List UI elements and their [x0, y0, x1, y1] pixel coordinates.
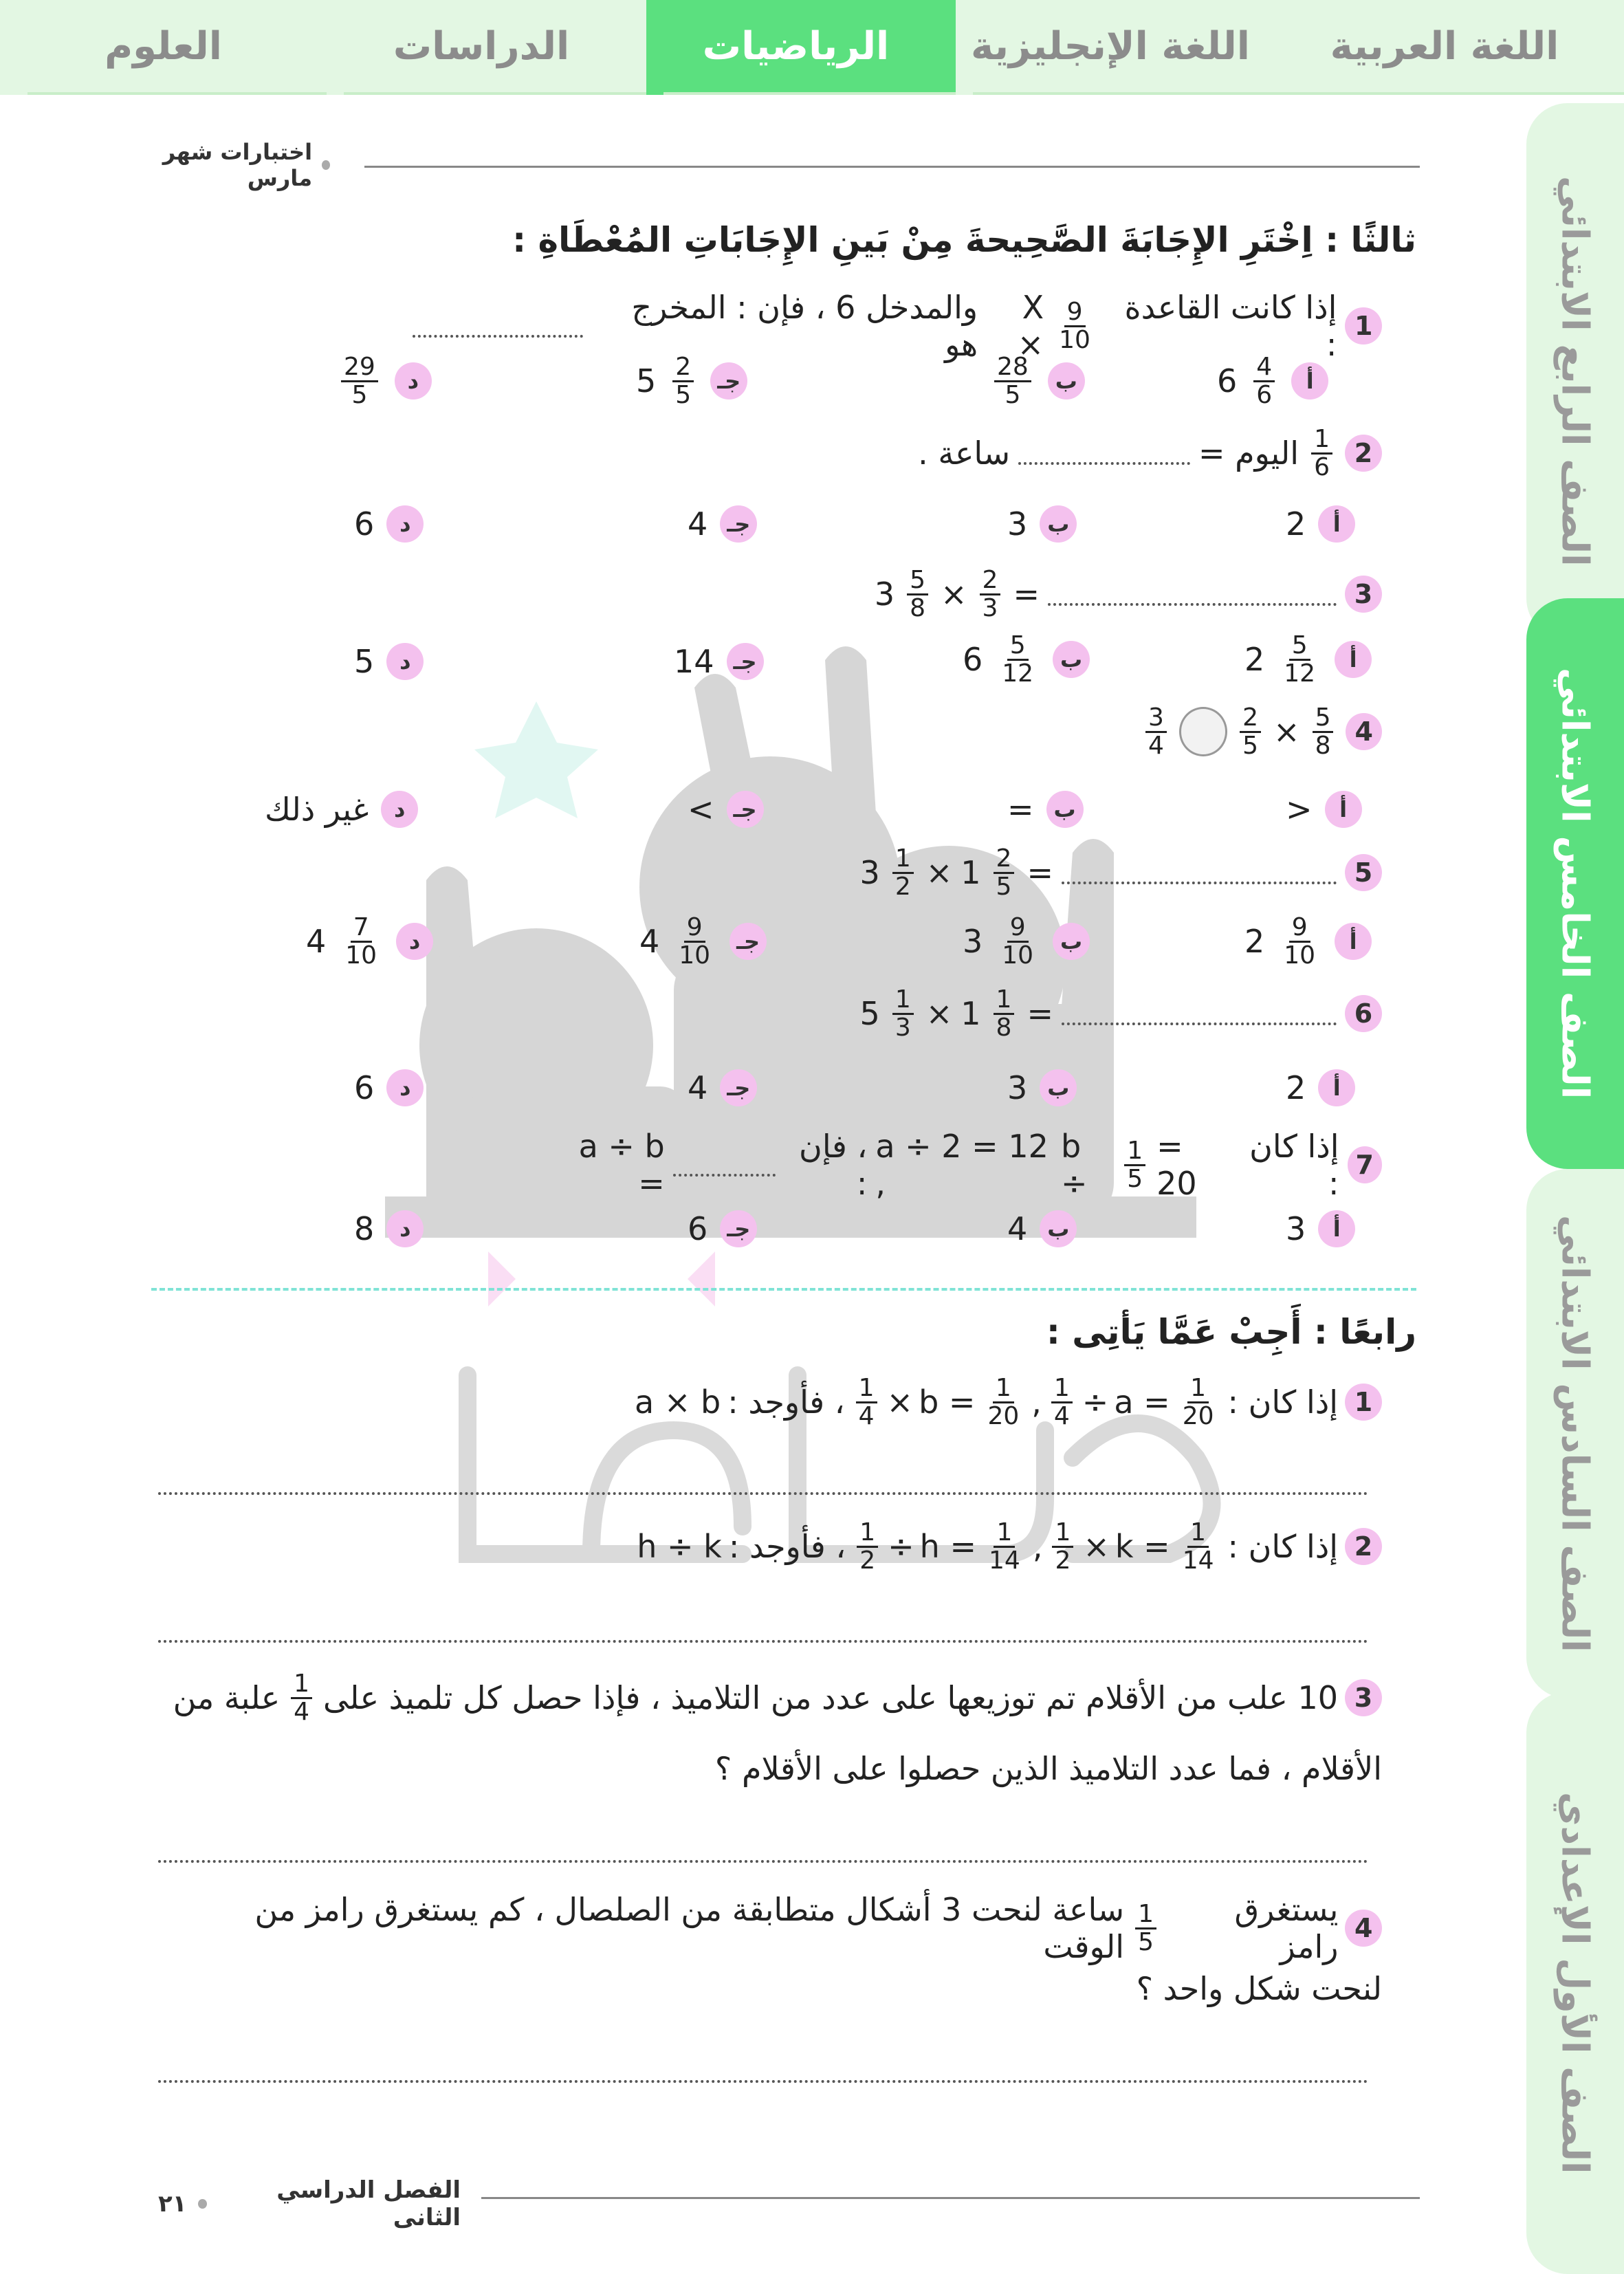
question-number: 2 [1345, 1528, 1382, 1565]
answer-line[interactable] [158, 1640, 1368, 1643]
numerator: 1 [1135, 1901, 1156, 1929]
fraction [291, 1671, 312, 1725]
fraction-a [1313, 705, 1334, 759]
numerator: 1 [892, 846, 914, 874]
q1-option-d[interactable] [337, 354, 432, 408]
option-label: أ [1318, 1210, 1355, 1247]
denominator: 4 [1053, 1401, 1070, 1430]
footer-label: الفصل الدراسي الثانى [276, 2176, 461, 2231]
option-label: جـ [720, 1210, 757, 1247]
s4-q2-find: h ÷ k [637, 1528, 722, 1566]
option-label: د [395, 362, 432, 400]
option-whole: 3 [963, 923, 983, 961]
denominator: 5 [1242, 731, 1259, 760]
numerator: 5 [1007, 633, 1029, 661]
option-label: ب [1053, 641, 1090, 678]
denominator: 2 [1055, 1546, 1071, 1575]
numerator: 2 [672, 354, 694, 382]
denominator: 10 [679, 941, 711, 970]
option-whole: 6 [963, 641, 983, 679]
denominator: 3 [895, 1013, 911, 1042]
answer-blank[interactable] [1062, 861, 1337, 884]
whole-a: 5 [859, 995, 880, 1033]
q2-option-c[interactable] [688, 505, 757, 543]
q7-expr4: a ÷ b = [578, 1128, 665, 1202]
question-number: 4 [1346, 713, 1382, 750]
q2-fraction [1311, 426, 1332, 481]
denominator: 8 [910, 593, 925, 622]
option-label: أ [1335, 923, 1372, 960]
option-whole: 4 [306, 923, 327, 961]
answer-line[interactable] [158, 2080, 1368, 2083]
bullet-icon [198, 2199, 207, 2209]
q6-option-c[interactable] [688, 1069, 757, 1106]
numerator: 2 [980, 567, 1001, 595]
denominator: 10 [1002, 941, 1034, 970]
s4-q2-stem [619, 1520, 1382, 1574]
numerator: 9 [684, 915, 705, 943]
option-label: جـ [729, 923, 767, 960]
header-label-row [124, 139, 330, 191]
q5-stem [825, 846, 1382, 900]
q2-option-d[interactable] [354, 505, 424, 543]
option-label: ب [1040, 1069, 1077, 1106]
side-tab-label: الصف الرابع الابتدائي [1553, 176, 1597, 567]
q4-stem [1141, 705, 1382, 759]
numerator: 1 [994, 1520, 1015, 1548]
operator: × [925, 995, 953, 1033]
option-label: د [386, 1069, 424, 1106]
q2-option-a[interactable] [1286, 505, 1355, 543]
numerator: 29 [341, 354, 378, 382]
question-number: 3 [1345, 576, 1382, 613]
q1-option-b[interactable] [990, 354, 1085, 408]
option-value: 2 [1286, 505, 1306, 543]
denominator: 10 [1059, 325, 1090, 354]
side-tab-grade5[interactable] [1526, 598, 1624, 1169]
operator: × [925, 854, 953, 892]
q1-text-b: X × [1017, 289, 1044, 363]
q5-option-b[interactable] [963, 915, 1090, 969]
s4-q1-text-a: إذا كان : [1227, 1384, 1338, 1421]
option-value: 3 [1007, 505, 1028, 543]
numerator: 3 [1145, 705, 1167, 733]
option-whole: 2 [1244, 923, 1265, 961]
operator: × [941, 576, 967, 613]
header-rule [364, 166, 1420, 168]
numerator: 4 [1253, 354, 1275, 382]
fraction-b [994, 987, 1015, 1041]
option-value: 2 [1286, 1069, 1306, 1106]
option-value: 4 [688, 505, 708, 543]
answer-blank[interactable] [413, 314, 583, 338]
denominator: 12 [1284, 659, 1316, 688]
whole-a: 3 [874, 576, 895, 613]
question-number: 4 [1345, 1910, 1382, 1947]
numerator: 28 [994, 354, 1031, 382]
option-label: د [386, 505, 424, 543]
fraction [1180, 1375, 1217, 1430]
section4-title: رابعًا : أَجِبْ عَمَّا يَأتِى : [1046, 1312, 1416, 1352]
q4-option-a[interactable] [1286, 791, 1362, 828]
option-label: د [386, 1210, 424, 1247]
tab-label: اللغة العربية [1330, 23, 1559, 69]
q3-option-b[interactable] [963, 633, 1090, 687]
q3-option-d[interactable] [354, 643, 424, 680]
q2-stem [894, 426, 1382, 481]
tab-english[interactable] [945, 0, 1275, 95]
option-label: ب [1046, 791, 1084, 828]
fraction-b [1240, 705, 1261, 759]
denominator: 5 [996, 872, 1012, 901]
question-number: 6 [1345, 995, 1382, 1032]
numerator: 1 [291, 1671, 312, 1699]
option-fraction [341, 354, 378, 408]
option-fraction [672, 354, 694, 408]
denominator: 14 [1182, 1546, 1214, 1575]
side-tab-label: الصف الخامس الابتدائي [1553, 668, 1597, 1100]
q7-fraction [1124, 1138, 1145, 1192]
tab-social-studies[interactable] [316, 0, 646, 95]
numerator: 1 [1124, 1138, 1145, 1166]
option-fraction [1281, 915, 1318, 969]
option-fraction [676, 915, 713, 969]
section-divider [151, 1288, 1416, 1291]
denominator: 8 [996, 1013, 1012, 1042]
tab-arabic[interactable] [1265, 0, 1624, 95]
option-label: جـ [720, 1069, 757, 1106]
side-tab-label: الصف السادس الابتدائي [1553, 1215, 1597, 1652]
option-label: جـ [710, 362, 747, 400]
question-number: 1 [1345, 1384, 1382, 1421]
question-number: 3 [1345, 1679, 1382, 1716]
answer-line[interactable] [158, 1492, 1368, 1495]
q1-text-c: والمدخل 6 ، فإن : المخرج هو [631, 289, 978, 363]
answer-blank[interactable] [1048, 582, 1337, 606]
numerator: 1 [856, 1375, 877, 1403]
s4-q3-text-b: علبة من [173, 1679, 281, 1717]
equals-sign: = [1027, 995, 1053, 1033]
denominator: 5 [1005, 380, 1021, 409]
q1-option-c[interactable] [636, 354, 747, 408]
operator: × [1273, 713, 1300, 751]
denominator: 5 [675, 380, 692, 409]
s4-q4-text-b: ساعة لنحت 3 أشكال متطابقة من الصلصال ، كم يستغرق رامز من الوقت [254, 1891, 1125, 1965]
option-label: د [381, 791, 418, 828]
q5-option-a[interactable] [1244, 915, 1372, 969]
answer-blank[interactable] [673, 1153, 776, 1177]
q4-option-d[interactable] [265, 791, 418, 828]
answer-blank[interactable] [1062, 1002, 1337, 1025]
numerator: 1 [857, 1520, 878, 1548]
q6-option-d[interactable] [354, 1069, 424, 1106]
side-tab-grade4[interactable] [1526, 103, 1624, 639]
s4-q4-text-a: يستغرق رامز [1234, 1891, 1339, 1965]
fraction [985, 1375, 1022, 1430]
denominator: 3 [982, 593, 998, 622]
numerator: 2 [994, 846, 1015, 874]
operator: × [1083, 1528, 1110, 1566]
q1-text-a: إذا كانت القاعدة : [1124, 289, 1337, 363]
tab-label: الدراسات [393, 23, 570, 69]
numerator: 1 [1187, 1520, 1209, 1548]
denominator: 5 [351, 380, 368, 409]
side-tab-grade6[interactable] [1526, 1169, 1624, 1698]
numerator: 9 [1007, 915, 1029, 943]
option-label: د [386, 643, 424, 680]
numerator: 1 [994, 987, 1015, 1015]
s4-q2-text-a: إذا كان : [1227, 1528, 1338, 1566]
numerator: 5 [907, 567, 928, 595]
variable-eq: b = [919, 1384, 976, 1421]
s4-q1-find: a × b [635, 1384, 721, 1421]
denominator: 5 [1138, 1927, 1154, 1956]
q1-fraction [1056, 299, 1093, 353]
answer-line[interactable] [158, 1860, 1368, 1863]
option-fraction [994, 354, 1031, 408]
option-fraction [999, 633, 1036, 687]
question-number: 5 [1345, 854, 1382, 891]
option-label: أ [1291, 362, 1328, 400]
footer [158, 2176, 461, 2231]
q2-text-b: ساعة . [918, 435, 1010, 472]
option-label: د [396, 923, 433, 960]
s4-q1-stem [619, 1375, 1382, 1430]
denominator: 4 [858, 1401, 875, 1430]
variable-eq: k = [1115, 1528, 1170, 1566]
q7-option-b[interactable] [1007, 1210, 1077, 1247]
q3-option-c[interactable] [674, 643, 764, 680]
option-label: ب [1053, 923, 1090, 960]
denominator: 2 [895, 872, 911, 901]
s4-q3-text-a: 10 علب من الأقلام تم توزيعها على عدد من التلاميذ ، فإذا حصل كل تلميذ على [323, 1679, 1338, 1717]
fraction [1051, 1375, 1073, 1430]
option-label: أ [1335, 641, 1372, 678]
denominator: 12 [1002, 659, 1034, 688]
q7-option-c[interactable] [688, 1210, 757, 1247]
option-value: 6 [354, 505, 375, 543]
s4-q1-text-b: ، فأوجد : [727, 1384, 845, 1421]
option-label: ب [1040, 505, 1077, 543]
operator: ÷ [1082, 1384, 1109, 1421]
equals-sign: = [1027, 854, 1053, 892]
q5-option-c[interactable] [639, 915, 767, 969]
option-label: ب [1048, 362, 1085, 400]
q7-text-a: إذا كان : [1249, 1128, 1339, 1202]
numerator: 7 [351, 915, 372, 943]
q7-option-a[interactable] [1286, 1210, 1355, 1247]
fraction [1052, 1520, 1073, 1574]
numerator: 9 [1064, 299, 1086, 327]
equals-sign: = [1013, 576, 1040, 613]
operator: × [886, 1384, 914, 1421]
denominator: 6 [1256, 380, 1273, 409]
q7-stem [550, 1128, 1382, 1202]
question-number: 2 [1345, 435, 1382, 472]
option-fraction [999, 915, 1036, 969]
numerator: 1 [1051, 1375, 1073, 1403]
tab-science[interactable] [0, 0, 327, 95]
s4-q3-line1 [172, 1671, 1382, 1725]
subject-tabs [0, 0, 1624, 96]
denominator: 6 [1314, 452, 1330, 481]
denominator: 4 [294, 1697, 310, 1726]
separator: , [1031, 1384, 1042, 1421]
fraction-a [892, 846, 914, 900]
fraction [1180, 1520, 1217, 1574]
q6-option-a[interactable] [1286, 1069, 1355, 1106]
variable-eq: h = [919, 1528, 976, 1566]
operator: ÷ [888, 1528, 914, 1566]
numerator: 2 [1240, 705, 1261, 733]
q7-expression [875, 1128, 1227, 1202]
variable-eq: a = [1114, 1384, 1170, 1421]
side-tab-label: الصف الأول الإعدادي [1553, 1791, 1597, 2174]
option-value: 3 [1007, 1069, 1028, 1106]
option-fraction [342, 915, 380, 969]
q6-option-b[interactable] [1007, 1069, 1077, 1106]
tab-math[interactable] [636, 0, 956, 95]
page-number: ٢١ [158, 2190, 187, 2218]
whole-b: 1 [961, 854, 981, 892]
question-number: 7 [1348, 1146, 1382, 1183]
q7-expr3: a ÷ 2 = 12 , [875, 1128, 1049, 1202]
s4-q4-line2: لنحت شكل واحد ؟ [1136, 1970, 1382, 2007]
numerator: 1 [1311, 426, 1332, 455]
q3-stem [859, 567, 1382, 622]
denominator: 20 [1182, 1401, 1214, 1430]
whole-b: 1 [961, 995, 981, 1033]
q4-option-b[interactable] [1007, 791, 1084, 828]
fraction-a [907, 567, 928, 622]
header-label: اختبارات شهر مارس [162, 139, 313, 191]
option-value: < [1286, 791, 1313, 828]
s4-q3-line2: الأقلام ، فما عدد التلاميذ الذين حصلوا على الأقلام ؟ [714, 1750, 1382, 1787]
q1-stem [413, 289, 1382, 363]
denominator: 5 [1127, 1164, 1143, 1193]
q3-option-a[interactable] [1244, 633, 1372, 687]
option-label: أ [1318, 505, 1355, 543]
fraction-c [1145, 705, 1167, 759]
bullet-icon [322, 160, 330, 170]
option-value: 6 [354, 1069, 375, 1106]
q7-expr1: b ÷ [1061, 1128, 1088, 1202]
option-fraction [1253, 354, 1275, 408]
side-tab-prep1[interactable] [1526, 1692, 1624, 2274]
option-whole: 5 [636, 362, 657, 400]
s4-q4-line1 [172, 1891, 1382, 1965]
numerator: 1 [1052, 1520, 1073, 1548]
denominator: 2 [859, 1546, 876, 1575]
denominator: 20 [987, 1401, 1020, 1430]
whole-a: 3 [859, 854, 880, 892]
option-value: > [688, 791, 714, 828]
s4-q2-math [853, 1520, 1220, 1574]
numerator: 1 [892, 987, 914, 1015]
q2-text-a: اليوم = [1198, 435, 1299, 472]
denominator: 10 [345, 941, 377, 970]
section3-title: ثالثًا : اِخْتَرِ الإِجَابَةَ الصَّحِيحةَ مِنْ بَينِ الإِجَابَاتِ المُعْطَاةِ : [512, 220, 1416, 260]
footer-rule [481, 2197, 1420, 2199]
separator: , [1032, 1528, 1043, 1566]
tab-label: اللغة الإنجليزية [971, 23, 1250, 69]
denominator: 4 [1148, 731, 1164, 760]
option-whole: 2 [1244, 641, 1265, 679]
q6-stem [825, 987, 1382, 1041]
option-value: 4 [688, 1069, 708, 1106]
q1-option-a[interactable] [1217, 354, 1328, 408]
option-value: 8 [354, 1210, 375, 1247]
option-label: جـ [727, 791, 764, 828]
denominator: 10 [1284, 941, 1316, 970]
q5-option-d[interactable] [306, 915, 433, 969]
comparison-circle[interactable] [1179, 707, 1227, 756]
fraction [1135, 1901, 1156, 1956]
fraction-a [892, 987, 914, 1041]
denominator: 14 [989, 1546, 1020, 1575]
tab-label: العلوم [105, 23, 222, 69]
option-value: 5 [354, 643, 375, 680]
q7-expr2: = 20 [1156, 1128, 1197, 1202]
option-label: جـ [720, 505, 757, 543]
denominator: 8 [1315, 731, 1331, 760]
answer-blank[interactable] [1018, 441, 1190, 465]
s4-q1-math [852, 1375, 1221, 1430]
option-label: جـ [727, 643, 764, 680]
tab-label: الرياضيات [702, 23, 890, 69]
q2-option-b[interactable] [1007, 505, 1077, 543]
numerator: 1 [993, 1375, 1014, 1403]
option-label: ب [1040, 1210, 1077, 1247]
fraction [986, 1520, 1023, 1574]
q7-text-b: ، فإن : [799, 1128, 868, 1202]
fraction-b [994, 846, 1015, 900]
fraction-b [980, 567, 1001, 622]
q7-option-d[interactable] [354, 1210, 424, 1247]
fraction [857, 1520, 878, 1574]
numerator: 9 [1289, 915, 1310, 943]
option-label: أ [1325, 791, 1362, 828]
option-value: غير ذلك [265, 791, 369, 828]
option-value: 3 [1286, 1210, 1306, 1247]
option-label: أ [1318, 1069, 1355, 1106]
option-value: = [1007, 791, 1034, 828]
s4-q2-text-b: ، فأوجد : [728, 1528, 846, 1566]
fraction [856, 1375, 877, 1430]
numerator: 5 [1289, 633, 1310, 661]
numerator: 5 [1313, 705, 1334, 733]
option-value: 6 [688, 1210, 708, 1247]
q4-option-c[interactable] [688, 791, 764, 828]
option-whole: 4 [639, 923, 660, 961]
option-value: 4 [1007, 1210, 1028, 1247]
option-whole: 6 [1217, 362, 1238, 400]
option-value: 14 [674, 643, 714, 680]
option-fraction [1281, 633, 1318, 687]
numerator: 1 [1187, 1375, 1209, 1403]
question-number: 1 [1345, 307, 1382, 345]
